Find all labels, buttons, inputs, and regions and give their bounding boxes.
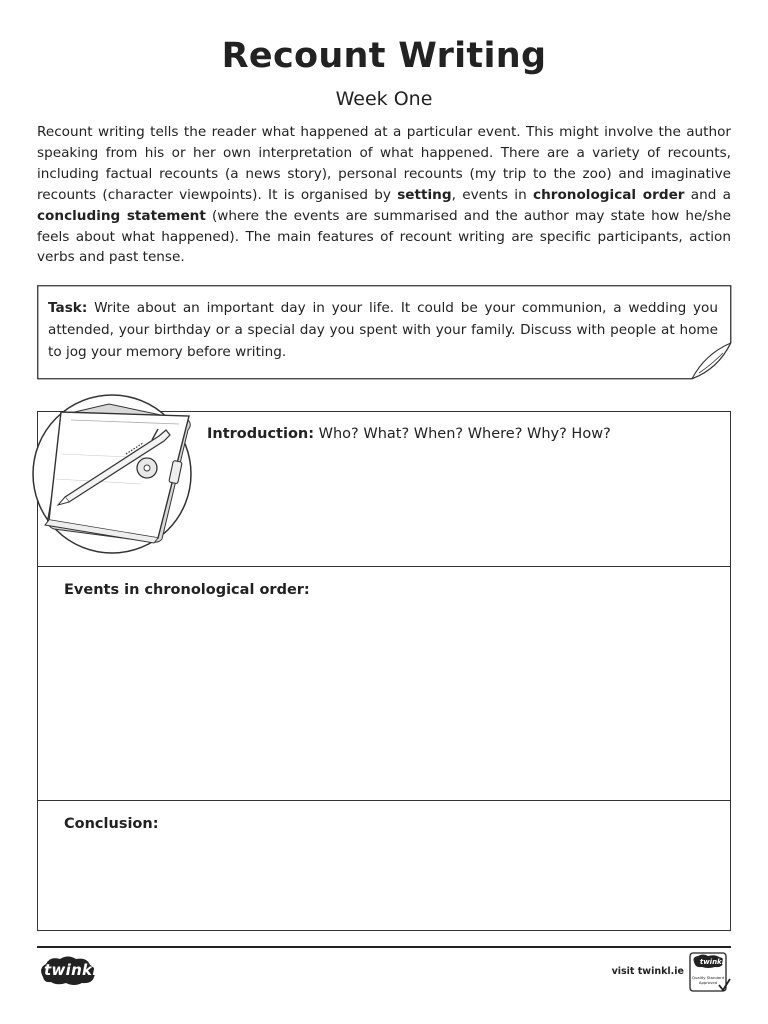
badge-brand: twinkl xyxy=(699,958,725,966)
intro-text-2: , events in xyxy=(451,186,534,203)
events-label: Events in chronological order: xyxy=(64,582,310,598)
keyword-chronological-order: chronological order xyxy=(533,186,685,203)
twinkl-logo-text: twinkl xyxy=(44,961,98,979)
conclusion-label: Conclusion: xyxy=(64,816,159,832)
task-body: Write about an important day in your life. It could be your communion, a wedding you attended, your birthday or a special day you spent with your family. Discuss with people at home to jog your memory before writing. xyxy=(48,300,718,360)
intro-text-1: Recount writing tells the reader what happened at a particular event. This might involve the author speaking from his or her own interpretation of what happened. There are a variety of recounts, including factual recounts (a news story), personal recounts (my trip to the zoo) and imaginative recounts (character viewpoints). It is organised by xyxy=(37,124,731,203)
intro-text-4: (where the events are summarised and the author may state how he/she feels about what happened). The main features of recount writing are specific participants, action verbs and past tense. xyxy=(37,207,731,266)
footer-rule xyxy=(37,946,731,948)
page-subtitle: Week One xyxy=(335,88,433,110)
task-label: Task: xyxy=(48,300,88,316)
task-text xyxy=(48,297,718,363)
keyword-concluding-statement: concluding statement xyxy=(37,207,206,224)
keyword-setting: setting xyxy=(397,186,452,203)
introduction-heading: Introduction: xyxy=(207,426,315,442)
events-section[interactable] xyxy=(37,566,731,800)
intro-text-3: and a xyxy=(684,186,732,203)
conclusion-section[interactable] xyxy=(37,800,731,931)
introduction-prompt: Who? What? When? Where? Why? How? xyxy=(314,426,611,442)
intro-paragraph xyxy=(37,122,731,268)
task-box xyxy=(37,285,731,378)
badge-caption: Quality Standard Approved xyxy=(691,975,725,985)
notebook-and-pen-icon xyxy=(31,394,193,556)
page-title: Recount Writing xyxy=(221,36,547,76)
introduction-label xyxy=(207,426,611,442)
visit-link[interactable]: visit twinkl.ie xyxy=(611,966,684,977)
